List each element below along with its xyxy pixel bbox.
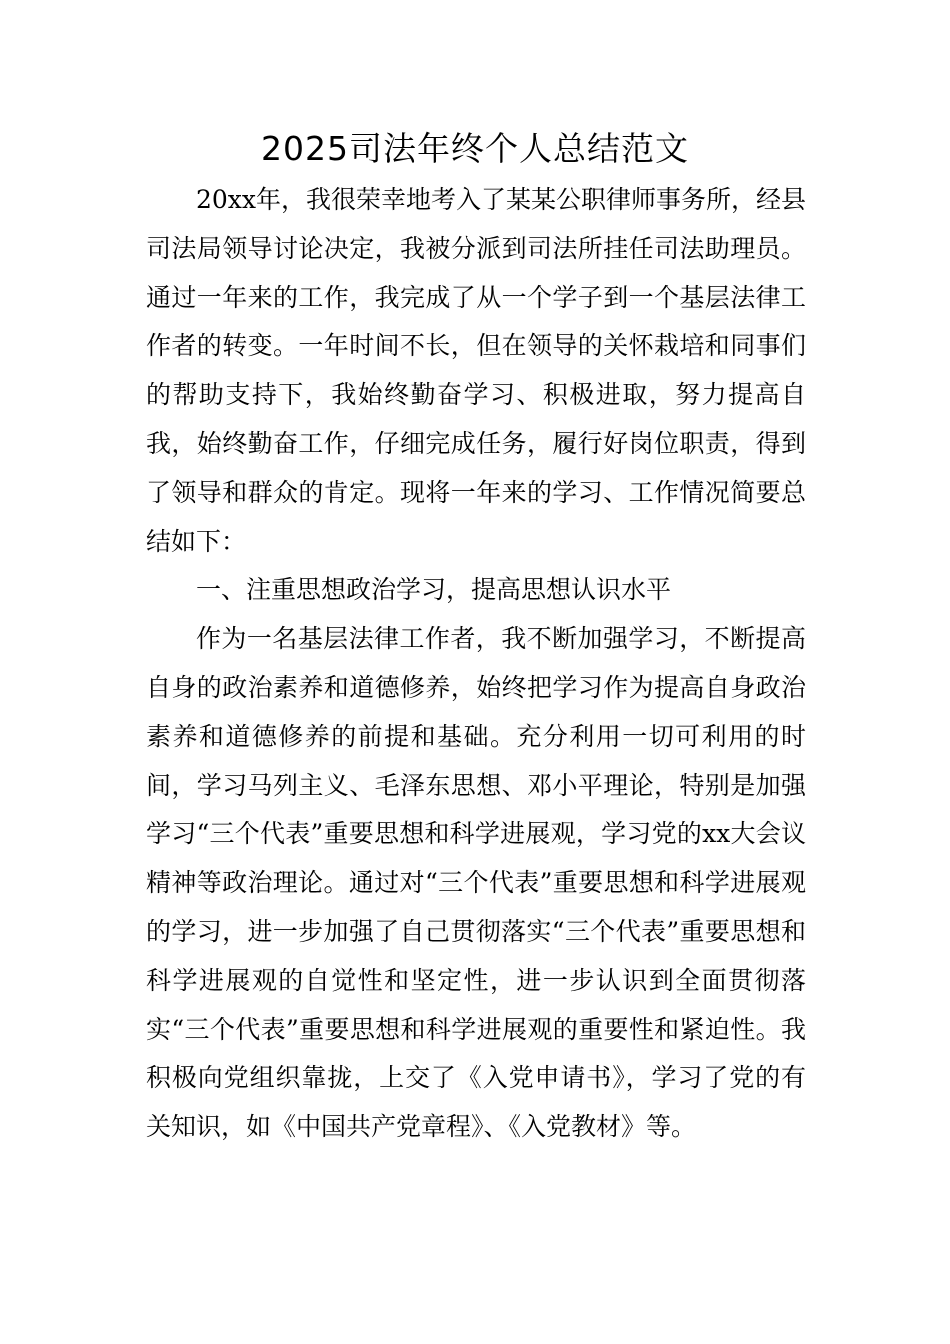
body-paragraph: 作为一名基层法律工作者，我不断加强学习，不断提高自身的政治素养和道德修养，始终把学习作为提高自身政治素养和道德修养的前提和基础。充分利用一切可利用的时间，学习马列主义、毛泽东思想、邓小平理论，特别是加强学习“三个代表”重要思想和科学进展观，学习党的xx大会议精神等政治理论。通过对“三个代表”重要思想和科学进展观的学习，进一步加强了自己贯彻落实“三个代表”重要思想和科学进展观的自觉性和坚定性，进一步认识到全面贯彻落实“三个代表”重要思想和科学进展观的重要性和紧迫性。我积极向党组织靠拢，上交了《入党申请书》，学习了党的有关知识，如《中国共产党章程》、《入党教材》等。 (146, 624, 806, 1142)
document-title: 2025司法年终个人总结范文 (261, 129, 689, 168)
intro-paragraph: 20xx年，我很荣幸地考入了某某公职律师事务所，经县司法局领导讨论决定，我被分派到司法所挂任司法助理员。通过一年来的工作，我完成了从一个学子到一个基层法律工作者的转变。一年时间不长，但在领导的关怀栽培和同事们的帮助支持下，我始终勤奋学习、积极进取，努力提高自我，始终勤奋工作，仔细完成任务，履行好岗位职责，得到了领导和群众的肯定。现将一年来的学习、工作情况简要总结如下： (146, 185, 807, 556)
document-body (146, 176, 806, 1152)
section-heading: 一、注重思想政治学习，提高思想认识水平 (196, 575, 672, 605)
